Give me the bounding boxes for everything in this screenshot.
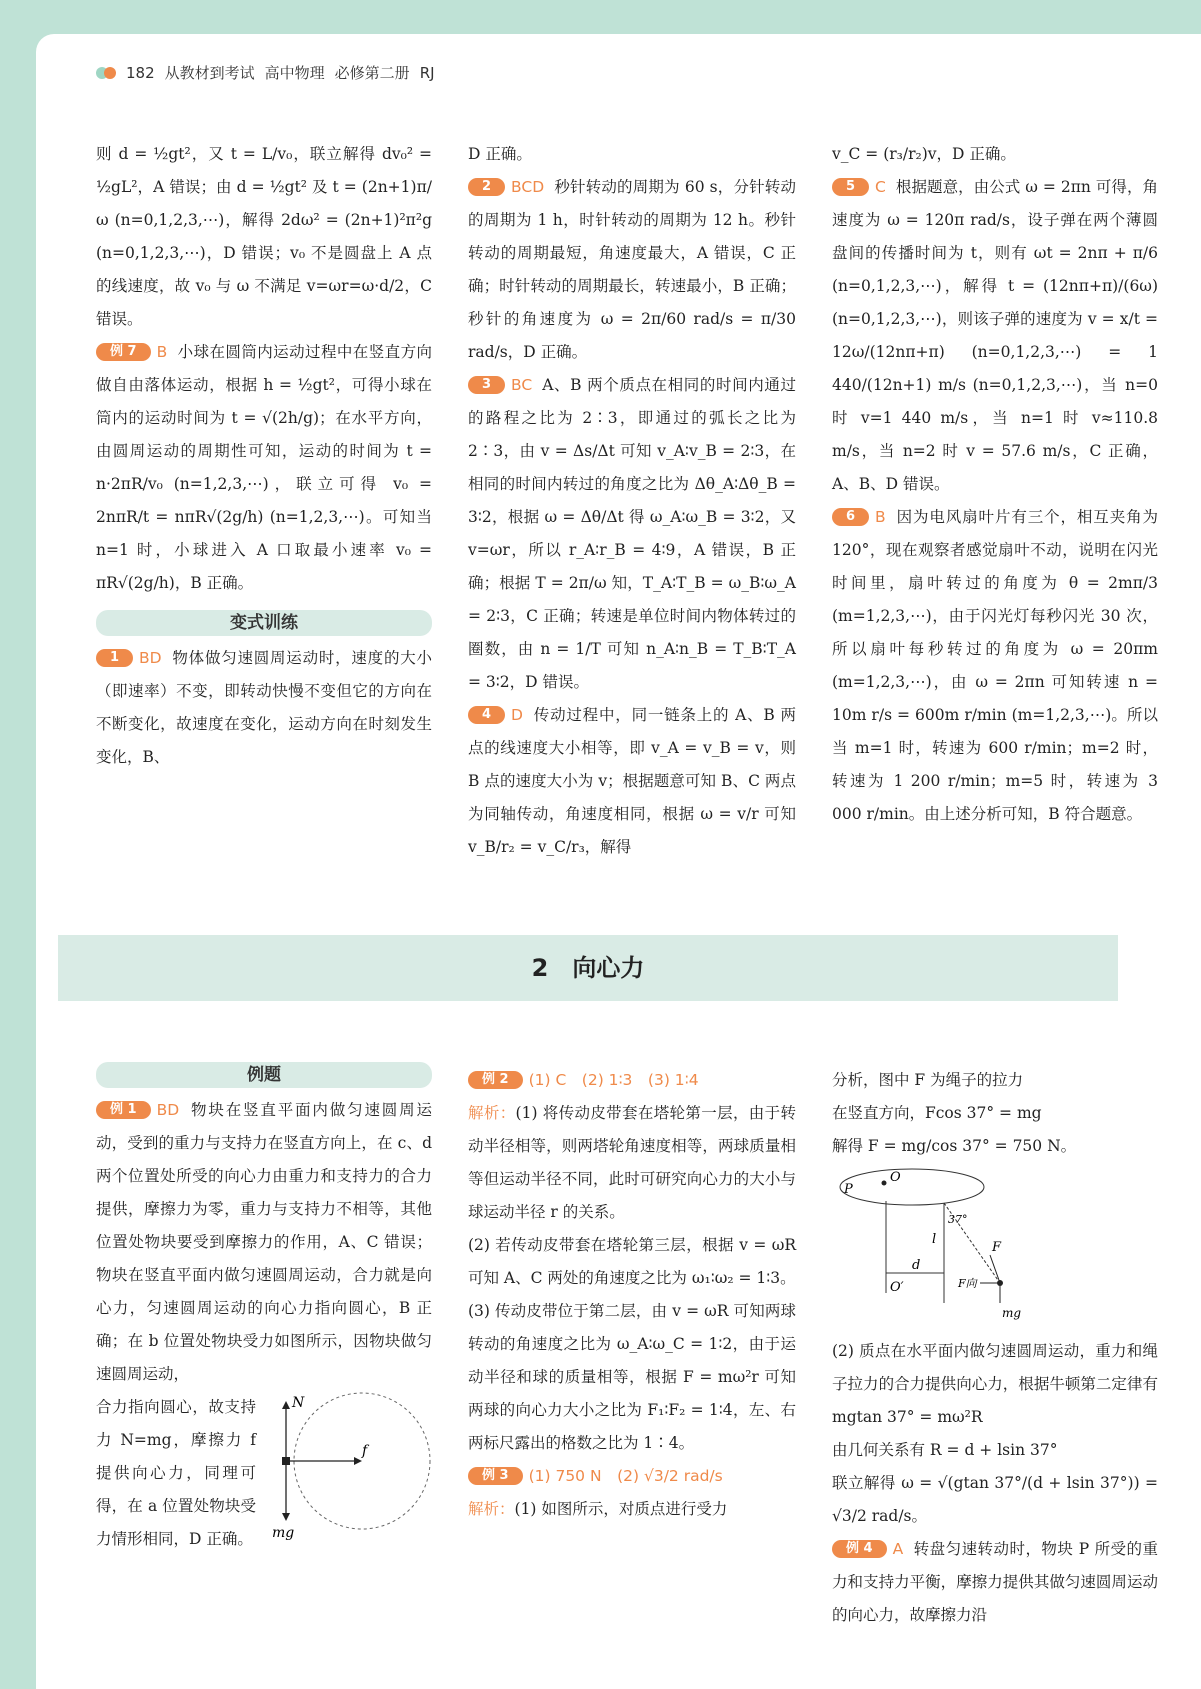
label-o: O bbox=[890, 1170, 901, 1185]
label-mg: mg bbox=[272, 1525, 295, 1541]
col1-bottom bbox=[96, 1058, 432, 1556]
variant-tag: 1 bbox=[96, 649, 133, 667]
explanation: 秒针转动的周期为 60 s，分针转动的周期为 1 h，时针转动的周期为 12 h。秒针转动的周期最短，角速度最大，A 错误，C 正确；时针转动的周期最长，转速最小，B 正确；秒针的角速度为 ω = 2π/60 rad/s = π/30 rad/s，D 正确。 bbox=[468, 178, 796, 361]
header-dots-icon bbox=[96, 67, 116, 79]
text-2: 在竖直方向，Fcos 37° = mg bbox=[832, 1104, 1042, 1122]
answer: C bbox=[875, 178, 886, 196]
explanation: 物体做匀速圆周运动时，速度的大小（即速率）不变，即转动快慢不变但它的方向在不断变化，故速度在变化，运动方向在时刻发生变化，B、 bbox=[96, 649, 432, 766]
example-7 bbox=[96, 336, 432, 600]
col3-top bbox=[832, 138, 1158, 831]
answer: BD bbox=[156, 1101, 180, 1119]
paragraph: v_C = (r₃/r₂)v，D 正确。 bbox=[832, 145, 1016, 163]
answer: BC bbox=[511, 376, 533, 394]
example-tag: 例 3 bbox=[468, 1467, 523, 1485]
example-1-figure-row bbox=[96, 1391, 432, 1556]
explanation: 物块在竖直平面内做匀速圆周运动，受到的重力与支持力在竖直方向上，在 c、d 两个位置处所受的向心力由重力和支持力的合力提供，摩擦力为零，重力与支持力不相等，其他位置处物块要受到摩擦力的作用，A、C 错误；物块在竖直平面内做匀速圆周运动，合力就是向心力，匀速圆周运动的向心力指向圆心，B 正确；在 b 位置处物块受力如图所示，因物块做匀速圆周运动， bbox=[96, 1101, 432, 1383]
example-tag: 例 2 bbox=[468, 1071, 523, 1089]
answer: (1) C (2) 1∶3 (3) 1∶4 bbox=[528, 1071, 699, 1089]
page-header bbox=[96, 62, 435, 83]
variant-2 bbox=[468, 171, 796, 369]
explanation: 根据题意，由公式 ω = 2πn 可得，角速度为 ω = 120π rad/s，设子弹在两个薄圆盘间的传播时间为 t，则有 ωt = 2nπ + π/6 (n=0,1,2,3,⋯)，解得 t = (12nπ+π)/(6ω) (n=0,1,2,3,⋯)，则该子弹的速度为 v = x/t = 12ω/(12nπ+π) (n=0,1,2,3,⋯) = 1 440/(12n+1) m/s (n=0,1,2,3,⋯)，当 n=0 时 v=1 440 m/s，当 n=1 时 v≈110.8 m/s，当 n=2 时 v = 57.6 m/s，C 正确，A、B、D 错误。 bbox=[832, 178, 1158, 493]
section-band: 2 向心力 bbox=[58, 935, 1118, 1001]
paragraph: 则 d = ½gt²，又 t = L/v₀，联立解得 dv₀² = ½gL²，A 错误；由 d = ½gt² 及 t = (2n+1)π/ω (n=0,1,2,3,⋯)，解得 2dω² = (2n+1)²π²g (n=0,1,2,3,⋯)，D 错误；v₀ 不是圆盘上 A 点的线速度，故 v₀ 与 ω 不满足 v=ωr=ω·d/2，C 错误。 bbox=[96, 145, 432, 328]
explanation: 转盘匀速转动时，物块 P 所受的重力和支持力平衡，摩擦力提供其做匀速圆周运动的向心力，故摩擦力沿 bbox=[832, 1540, 1158, 1624]
answer: A bbox=[892, 1540, 904, 1558]
paragraph: D 正确。 bbox=[468, 145, 532, 163]
text-5: (2) 质点在水平面内做匀速圆周运动，重力和绳子拉力的合力提供向心力，根据牛顿第二定律有 mgtan 37° = mω²R bbox=[832, 1342, 1158, 1426]
answer: D bbox=[511, 706, 523, 724]
example-tag: 例 7 bbox=[96, 343, 151, 361]
label-f: F bbox=[992, 1240, 1002, 1255]
volume: 必修第二册 bbox=[334, 64, 410, 82]
col2-top bbox=[468, 138, 796, 864]
label-o2: O′ bbox=[890, 1280, 904, 1295]
text-7: 联立解得 ω = √(gtan 37°/(d + lsin 37°)) = √3/2 rad/s。 bbox=[832, 1474, 1158, 1525]
label-d: d bbox=[912, 1258, 921, 1273]
subject: 高中物理 bbox=[264, 64, 325, 82]
label-p: P bbox=[844, 1182, 853, 1197]
label-n: N bbox=[292, 1395, 305, 1411]
center-o bbox=[882, 1181, 887, 1186]
text-3: 解得 F = mg/cos 37° = 750 N。 bbox=[832, 1137, 1077, 1155]
step-1: (1) 将传动皮带套在塔轮第一层，由于转动半径相等，则两塔轮角速度相等，两球质量相等但运动半径不同，此时可研究向心力的大小与球运动半径 r 的关系。 bbox=[468, 1104, 796, 1221]
variant-tag: 6 bbox=[832, 508, 869, 526]
page-number: 182 bbox=[126, 63, 155, 82]
example-3 bbox=[468, 1460, 796, 1493]
answer: B bbox=[875, 508, 886, 526]
section-pill: 变式训练 bbox=[96, 610, 432, 636]
explanation: 传动过程中，同一链条上的 A、B 两点的线速度大小相等，即 v_A = v_B = v，则 B 点的速度大小为 v；根据题意可知 B、C 两点为同轴传动，角速度相同，根据 ω = v/r 可知 v_B/r₂ = v_C/r₃，解得 bbox=[468, 706, 796, 856]
explanation: 小球在圆筒内运动过程中在竖直方向做自由落体运动，根据 h = ½gt²，可得小球在筒内的运动时间为 t = √(2h/g)；在水平方向，由圆周运动的周期性可知，运动的时间为 t = n·2πR/v₀ (n=1,2,3,⋯)，联立可得 v₀ = 2nπR/t = nπR√(2g/h) (n=1,2,3,⋯)。可知当 n=1 时，小球进入 A 口取最小速率 v₀ = πR√(2g/h)，B 正确。 bbox=[96, 343, 432, 592]
col3-bottom bbox=[832, 1064, 1158, 1632]
answer: BCD bbox=[511, 178, 545, 196]
variant-6 bbox=[832, 501, 1158, 831]
example-1 bbox=[96, 1094, 432, 1391]
analysis-2 bbox=[468, 1493, 796, 1526]
answer: (1) 750 N (2) √3/2 rad/s bbox=[528, 1467, 723, 1485]
normal-arrowhead bbox=[282, 1401, 290, 1409]
example-2 bbox=[468, 1064, 796, 1097]
explanation: 因为电风扇叶片有三个，相互夹角为 120°，现在观察者感觉扇叶不动，说明在闪光时间里，扇叶转过的角度为 θ = 2mπ/3 (m=1,2,3,⋯)，由于闪光灯每秒闪光 30 次，所以扇叶每秒转过的角度为 ω = 20πm (m=1,2,3,⋯)，由 ω = 2πn 可知转速 n = 10m r/s = 600m r/min (m=1,2,3,⋯)。所以当 m=1 时，转速为 600 r/min；m=2 时，转速为 1 200 r/min；m=5 时，转速为 3 000 r/min。由上述分析可知，B 符合题意。 bbox=[832, 508, 1158, 823]
step-2: (2) 若传动皮带套在塔轮第三层，根据 v = ωR 可知 A、C 两处的角速度之比为 ω₁∶ω₂ = 1∶3。 bbox=[468, 1236, 796, 1287]
gravity-arrowhead bbox=[282, 1513, 290, 1521]
block bbox=[282, 1457, 290, 1465]
step-3: (3) 传动皮带位于第二层，由 v = ωR 可知两球转动的角速度之比为 ω_A∶ω_C = 1∶2，由于运动半径和球的质量相等，根据 F = mω²r 可知两球的向心力大小之比为 F₁∶F₂ = 1∶4，左、右两标尺露出的格数之比为 1∶4。 bbox=[468, 1302, 796, 1452]
turntable bbox=[840, 1169, 984, 1205]
variant-1 bbox=[96, 642, 432, 774]
col1-top bbox=[96, 138, 432, 774]
force-diagram-1 bbox=[262, 1391, 432, 1556]
label-l: l bbox=[932, 1232, 937, 1247]
variant-tag: 4 bbox=[468, 706, 505, 724]
answer: B bbox=[156, 343, 168, 361]
friction-arrowhead bbox=[354, 1457, 362, 1465]
analysis-label: 解析： bbox=[468, 1500, 515, 1518]
example-tag: 例 4 bbox=[832, 1540, 887, 1558]
label-mg: mg bbox=[1002, 1306, 1022, 1320]
section-pill: 例题 bbox=[96, 1062, 432, 1088]
analysis-1 bbox=[468, 1097, 796, 1229]
variant-tag: 3 bbox=[468, 376, 505, 394]
variant-tag: 5 bbox=[832, 178, 869, 196]
analysis-label: 解析： bbox=[468, 1104, 516, 1122]
book-title: 从教材到考试 bbox=[164, 64, 255, 82]
force-diagram-2 bbox=[832, 1163, 1152, 1323]
text-6: 由几何关系有 R = d + lsin 37° bbox=[832, 1441, 1058, 1459]
col2-bottom bbox=[468, 1064, 796, 1526]
example-tag: 例 1 bbox=[96, 1101, 151, 1119]
answer: BD bbox=[139, 649, 162, 667]
variant-tag: 2 bbox=[468, 178, 505, 196]
variant-4 bbox=[468, 699, 796, 864]
step-4: (1) 如图所示，对质点进行受力 bbox=[514, 1500, 728, 1518]
explanation: A、B 两个质点在相同的时间内通过的路程之比为 2∶3，即通过的弧长之比为 2∶3，由 v = Δs/Δt 可知 v_A∶v_B = 2∶3，在相同的时间内转过的角度之比为 Δθ_A∶Δθ_B = 3∶2，根据 ω = Δθ/Δt 得 ω_A∶ω_B = 3∶2，又 v=ωr，所以 r_A∶r_B = 4∶9，A 错误，B 正确；根据 T = 2π/ω 知，T_A∶T_B = ω_B∶ω_A = 2∶3，C 正确；转速是单位时间内物体转过的圈数，由 n = 1/T 可知 n_A∶n_B = T_B∶T_A = 3∶2，D 错误。 bbox=[468, 376, 796, 691]
explanation-cont: 合力指向圆心，故支持力 N=mg，摩擦力 f 提供向心力，同理可得，在 a 位置处物块受力情形相同，D 正确。 bbox=[96, 1398, 256, 1548]
label-angle: 37° bbox=[948, 1213, 968, 1226]
tension-arrow bbox=[990, 1255, 1000, 1283]
text-1: 分析，图中 F 为绳子的拉力 bbox=[832, 1071, 1024, 1089]
label-fn: F向 bbox=[958, 1277, 977, 1290]
label-f: f bbox=[362, 1443, 368, 1459]
variant-5 bbox=[832, 171, 1158, 501]
example-4 bbox=[832, 1533, 1158, 1632]
edition: RJ bbox=[419, 63, 435, 82]
variant-3 bbox=[468, 369, 796, 699]
